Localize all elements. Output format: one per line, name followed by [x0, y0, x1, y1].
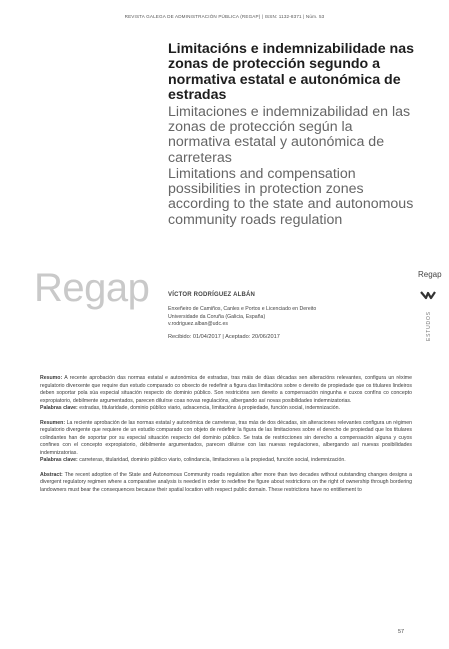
author-affiliation: [168, 306, 418, 329]
abstract-es-text: La reciente aprobación de las normas estatal y autonómica de carreteras, tras más de dos décadas, sin alteraciones relevantes configura un régimen regulatorio divergente que requiere de un estudio comparado con objeto de redefinir la figura de las limitaciones sobre el derecho de propiedad que los titulares colindantes han de soportar por su especial situación respecto del dominio público. Se trata de restricciones sin derecho a compensación alguna y cuyos confines con el concepto expropiatorio, débilmente argumentados, parecen diluirse con las nuevas regulaciones, albergando así nuevas posibilidades indemnizatorias.: [40, 419, 412, 456]
abstract-gl-label: Resumo:: [40, 375, 63, 381]
keywords-es-text: carreteras, titularidad, dominio público viario, colindancia, limitaciones a la propiedad, función social, indemnización.: [79, 457, 346, 463]
abstract-gl-text: A recente aprobación das normas estatal e autonómica de estradas, tras máis de dúas décadas sen alterac​ións relevantes, configura un réxime regulatorio diverxente que require dun estudo comparado co obxecto de redefinir a figura das limitacións sobre o dereito de propiedade que os titulares lindeiros deben soportar pola súa especial situación respecto do dominio público. Son restricións sen dereito a compensación ningunha e cuxos confíns co concepto expropiatorio, debilmente argumentados, parecen diluírse coas novas regulacións, albergando así novas posibilidades indemnizatorias.: [40, 375, 413, 404]
abstract-spanish: [40, 420, 412, 458]
title-english: Limitations and compensation possibilities in protection zones according to the state and autonomous community roads regulation: [168, 165, 414, 228]
regap-logo: Regap: [34, 266, 150, 310]
abstracts: [40, 375, 412, 494]
keywords-gl-text: estradas, titularidade, dominio público viario, adxacencia, limitacións á propiedade, función social, indemnización.: [79, 405, 340, 411]
abstract-en-text: The recent adoption of the State and Autonomous Community roads regulation after more than two decades without outstanding changes designs a divergent regulatory regimen where a comparative analysis is needed in order to redefine the figure about restrictions on the right of ownership through bordering landowners must bear the consequences because their spatial location with respect public domain. These restrictions have no entitlement to: [40, 471, 412, 493]
affiliation-line-1: Enxeñeiro de Camiños, Canles e Portos e Licenciado en Dereito: [168, 306, 317, 312]
title-block: [168, 42, 418, 228]
keywords-spanish: [40, 457, 412, 465]
right-rail: [418, 270, 448, 341]
abstract-es-label: Resumen:: [40, 419, 66, 426]
abstract-galician: [40, 375, 412, 405]
abstract-en-label: Abstract:: [40, 471, 63, 478]
abstract-english: [40, 472, 412, 495]
keywords-galician: [40, 405, 412, 413]
keywords-es-label: Palabras clave:: [40, 457, 78, 463]
section-label: ESTUDOS: [426, 311, 432, 341]
title-galician: Limitacións e indemnizabilidade nas zonas de protección segundo a normativa estatal e autonómica de estradas: [168, 41, 414, 104]
received-accepted-dates: Recibido: 01/04/2017 | Aceptado: 20/06/2017: [168, 333, 280, 340]
keywords-gl-label: Palabras clave:: [40, 405, 78, 411]
affiliation-line-2: Universidade da Coruña (Galicia, España): [168, 313, 266, 320]
running-header: REVISTA GALEGA DE ADMINISTRACIÓN PÚBLICA (REGAP) | ISSN: 1132-8371 | Núm. 53: [124, 14, 325, 19]
author-name: VÍCTOR RODRÍGUEZ ALBÁN: [168, 292, 256, 298]
author-block: [168, 292, 418, 340]
page-number: 57: [398, 629, 404, 635]
regap-mark-icon: [420, 290, 436, 300]
rail-logo: Regap: [418, 270, 442, 279]
title-spanish: Limitaciones e indemnizabilidad en las zonas de protección según la normativa estatal y autonómica de carreteras: [168, 103, 411, 166]
author-email[interactable]: v.rodriguez.alban@udc.es: [168, 321, 228, 328]
